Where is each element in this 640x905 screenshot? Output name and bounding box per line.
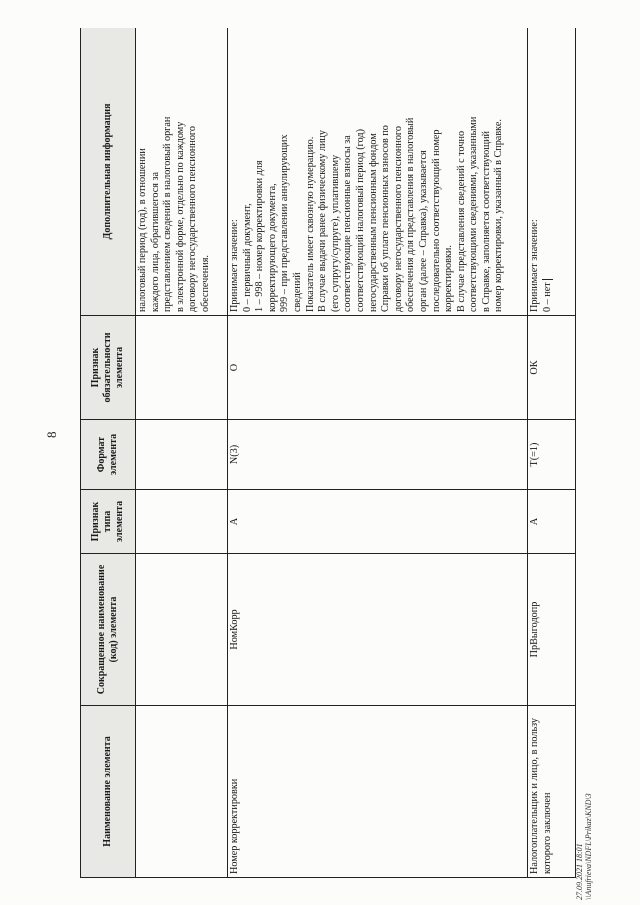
info-line: В случае представления сведений с точно [455,130,467,312]
cell-info [528,28,576,316]
cell-required: О [228,316,528,420]
info-line: обеспечения для представления в налоговый [405,117,417,312]
cell-code: ПрВыгодопр [528,554,576,706]
info-line: Принимает значение: [529,219,540,312]
info-line: 1 – 998 – номер корректировки для [254,160,266,312]
info-line: 999 – при представлении аннулирующих [279,134,291,312]
info-line: негосударственным пенсионным фондом [367,133,379,312]
text-cursor [542,279,553,283]
info-line: обеспечения. [199,255,211,312]
info-line: орган (далее – Справка), указывается [417,150,429,312]
table-row [228,28,528,878]
info-line: соответствующими сведениями, указанными [468,116,480,312]
info-line: налоговый период (год), в отношении [137,148,148,312]
table-container [80,28,576,878]
info-line: номер корректировки, указанный в Справке. [493,119,505,312]
info-line: договору негосударственного пенсионного [392,126,404,312]
table-row [136,28,228,878]
cell-required: ОК [528,316,576,420]
cell-type: А [528,490,576,554]
header-element-name: Наименование элемента [81,706,136,878]
cell-info [228,28,528,316]
info-line: корректировки. [443,245,455,312]
footer-timestamp: 27.09.2021 18:01 [575,843,584,900]
info-line: соответствующие пенсионные взносы за [342,135,354,312]
info-line: в Справке, заполняется соответствующий [480,130,492,312]
table-row [528,28,576,878]
cell-info [136,28,228,316]
header-element-type: Признак типа элемента [81,490,136,554]
info-line: представлением сведений в налоговый орган [162,116,174,312]
rotated-table-frame [80,28,576,878]
info-line: каждого лица, обратившегося за [149,171,161,312]
info-line: 0 – первичный документ, [241,203,253,312]
element-table [80,28,576,878]
info-line [542,31,555,312]
info-line: Справки об уплате пенсионных взносов по [380,125,392,312]
cell-required [136,316,228,420]
header-element-code: Сокращенное наименование (код) элемента [81,554,136,706]
info-line: соответствующий налоговый период (год) [354,129,366,312]
header-element-format: Формат элемента [81,420,136,490]
cell-code: НомКорр [228,554,528,706]
info-line: последовательно соответствующий номер [430,129,442,312]
info-line: В случае выдачи ранее физическому лицу [317,130,329,312]
page-number: 8 [44,431,59,438]
cell-name [136,706,228,878]
info-line: корректирующего документа, [266,183,278,312]
table-header-row [81,28,136,878]
cell-type: А [228,490,528,554]
footer-path: \\Anufrieva\NDFL\Prikaz\KND\3 [584,793,593,900]
header-additional-info: Дополнительная информация [81,28,136,316]
info-line: в электронной форме, отдельно по каждому [174,121,186,312]
cell-name: Налогоплательщик и лицо, в пользу которого заключен [528,706,576,878]
info-line: Показатель имеет сквозную нумерацию. [304,136,316,312]
cell-format: N(3) [228,420,528,490]
cell-format [136,420,228,490]
cell-code [136,554,228,706]
cell-type [136,490,228,554]
info-text: 0 – нет [541,282,553,312]
cell-format: T(=1) [528,420,576,490]
header-element-required: Признак обязательности элемента [81,316,136,420]
info-line: (его супругу/супруге), уплатившему [329,154,341,312]
footer-stamp [575,793,593,900]
info-line: Принимает значение: [229,219,240,312]
info-line: сведений [291,272,303,312]
cell-name: Номер корректировки [228,706,528,878]
info-line: договору негосударственного пенсионного [187,126,199,312]
